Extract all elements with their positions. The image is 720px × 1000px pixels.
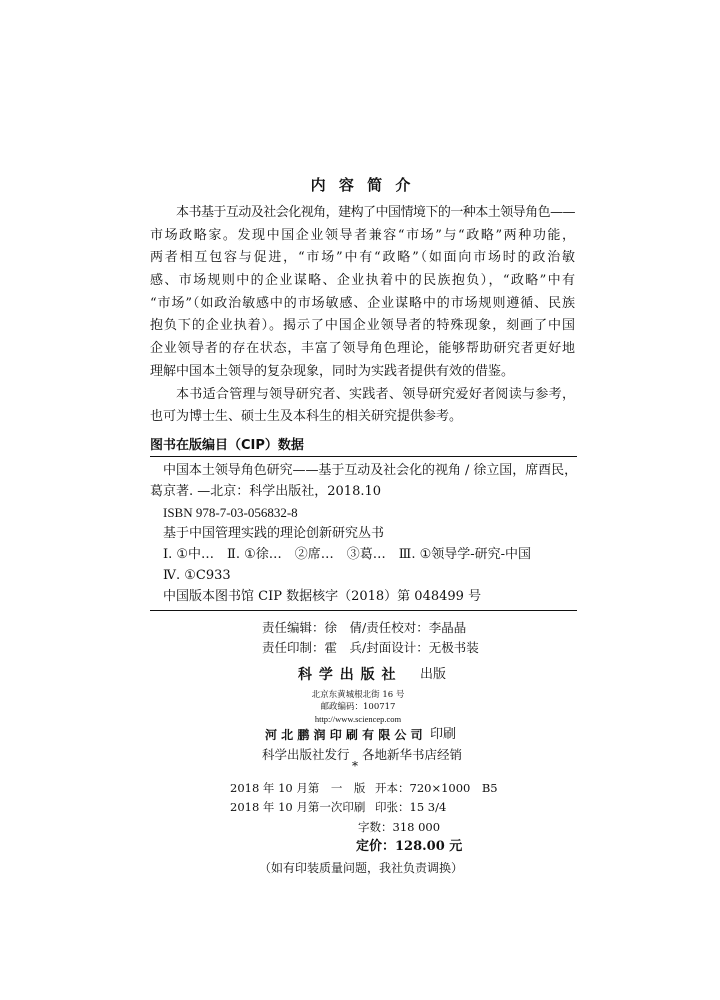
edition-format: 开本：720×1000 B5 — [375, 781, 498, 795]
publisher-url: http://www.sciencep.com — [314, 714, 402, 724]
summary-title: 内 容 简 介 — [310, 176, 415, 194]
summary-line: 也可为博士生、硕士生及本科生的相关研究提供参考。 — [150, 409, 463, 425]
summary-line: 理解中国本土领导的复杂现象，同时为实践者提供有效的借鉴。 — [150, 363, 515, 379]
summary-line: 本书基于互动及社会化视角，建构了中国情境下的一种本土领导角色—— — [176, 205, 575, 220]
edition-first-printing: 2018 年 10 月第一次印刷 — [230, 800, 366, 814]
cip-line-subjects: Ⅰ. ①中… Ⅱ. ①徐… ②席… ③葛… Ⅲ. ①领导学-研究-中国 — [163, 547, 532, 562]
publisher-address: 北京东黄城根北街 16 号 — [311, 690, 405, 700]
edition-sheets: 印张：15 3/4 — [375, 800, 447, 814]
cip-top-rule — [150, 456, 577, 457]
summary-text — [150, 202, 575, 429]
publisher-role: 出版 — [420, 667, 447, 682]
edition-word-count: 字数：318 000 — [358, 820, 441, 834]
printer-role: 印刷 — [430, 727, 457, 742]
summary-line: 企业领导者的存在状态，丰富了领导角色理论，能够帮助研究者更好地 — [150, 341, 575, 357]
cip-line-title: 中国本土领导角色研究——基于互动及社会化的视角 / 徐立国，席酉民， — [163, 463, 577, 478]
summary-line: 两者相互包容与促进，“市场”中有“政略”（如面向市场时的政治敏 — [150, 250, 575, 266]
publisher-postcode: 邮政编码：100717 — [320, 702, 396, 712]
distribution-line: 科学出版社发行 各地新华书店经销 — [262, 747, 463, 762]
credit-editors: 责任编辑：徐 倩/责任校对：李晶晶 — [262, 620, 467, 635]
cip-line-series: 基于中国管理实践的理论创新研究丛书 — [163, 526, 385, 541]
cip-line-classification: Ⅳ. ①C933 — [163, 568, 231, 583]
publisher-contact — [258, 689, 458, 725]
cip-bottom-rule — [150, 610, 577, 611]
printer-name: 河 北 鹏 润 印 刷 有 限 公 司 — [265, 728, 423, 742]
cip-heading: 图书在版编目（CIP）数据 — [150, 438, 304, 453]
edition-price: 定价：128.00 元 — [356, 839, 463, 854]
summary-line: 市场政略家。发现中国企业领导者兼容“市场”与“政略”两种功能， — [150, 227, 575, 243]
summary-line: 感、市场规则中的企业谋略、企业执着中的民族抱负），“政略”中有 — [150, 273, 575, 289]
cip-line-authors: 葛京著. —北京：科学出版社，2018.10 — [150, 484, 382, 499]
edition-first-edition: 2018 年 10 月第 一 版 — [230, 781, 366, 795]
summary-line: 本书适合管理与领导研究者、实践者、领导研究爱好者阅读与参考， — [176, 386, 575, 402]
cip-line-isbn: ISBN 978-7-03-056832-8 — [163, 505, 298, 520]
publisher-name: 科 学 出 版 社 — [298, 667, 397, 683]
separator-asterisk: * — [352, 759, 358, 773]
edition-note: （如有印装质量问题，我社负责调换） — [259, 861, 464, 875]
cip-line-record-number: 中国版本图书馆 CIP 数据核字（2018）第 048499 号 — [163, 589, 482, 604]
summary-line: “市场”（如政治敏感中的市场敏感、企业谋略中的市场规则遵循、民族 — [150, 295, 575, 311]
cip-record — [150, 460, 577, 607]
summary-line: 抱负下的企业执着）。揭示了中国企业领导者的特殊现象，刻画了中国 — [150, 318, 575, 334]
credit-production: 责任印制：霍 兵/封面设计：无极书装 — [262, 640, 479, 655]
